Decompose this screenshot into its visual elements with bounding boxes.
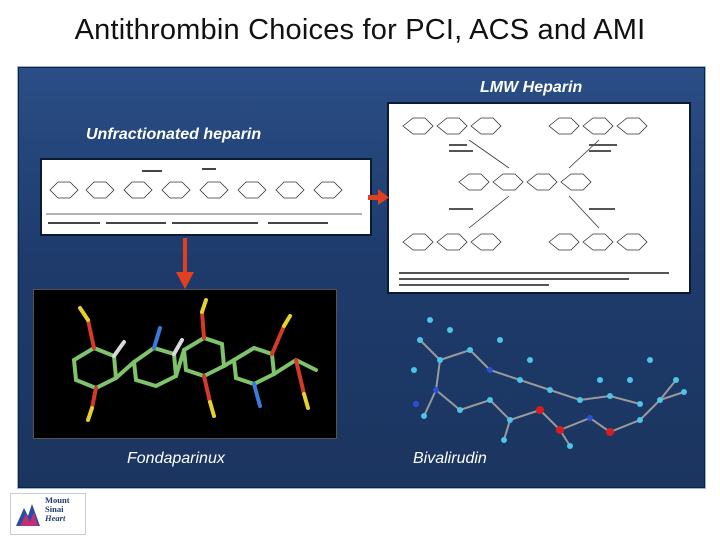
- arrow-down-icon: [175, 238, 195, 290]
- logo-line-3: Heart: [45, 513, 66, 523]
- label-unfractionated-heparin: Unfractionated heparin: [86, 126, 262, 143]
- logo-line-1: Mount: [45, 495, 70, 505]
- lmw-heparin-structure-image: [387, 102, 691, 294]
- logo-mark-icon: [14, 498, 42, 530]
- mount-sinai-logo: [10, 493, 86, 535]
- logo-line-2: Sinai: [45, 504, 64, 514]
- unfractionated-heparin-structure-image: [40, 158, 372, 236]
- label-fondaparinux: Fondaparinux: [127, 450, 225, 467]
- fondaparinux-molecule-image: [33, 289, 337, 439]
- arrow-right-icon: [368, 188, 390, 206]
- logo-text: [45, 496, 70, 523]
- slide-title: Antithrombin Choices for PCI, ACS and AMI: [74, 14, 646, 46]
- label-bivalirudin: Bivalirudin: [413, 450, 487, 467]
- label-lmw-heparin: LMW Heparin: [480, 79, 583, 96]
- bivalirudin-molecule-image: [400, 300, 692, 452]
